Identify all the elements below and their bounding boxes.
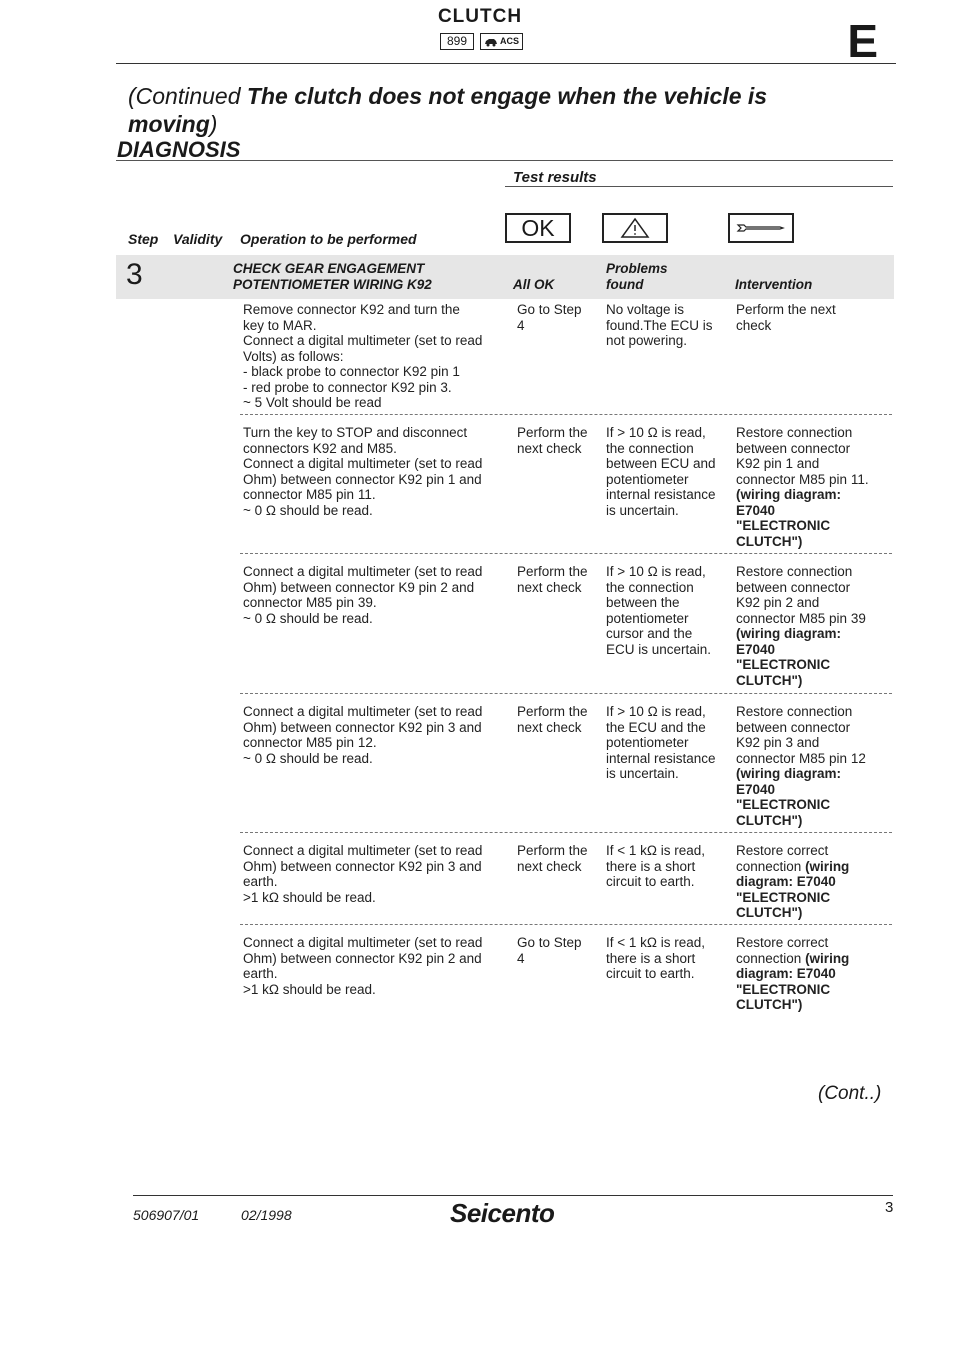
header-badges [440, 33, 523, 50]
operation-cell [243, 564, 513, 626]
cell-line: ECU is uncertain. [606, 641, 712, 657]
all-ok-cell [517, 704, 607, 735]
footer-page-number: 3 [885, 1199, 894, 1216]
cell-line: Connect a digital multimeter (set to read [243, 843, 483, 858]
cell-line: Restore correct [736, 935, 829, 950]
operation-cell [243, 704, 513, 766]
continued-label: (Cont..) [818, 1083, 882, 1104]
intervention-cell [736, 935, 896, 1013]
cell-line: CLUTCH") [736, 672, 803, 688]
cell-line: If > 10 Ω is read, [606, 564, 706, 579]
cell-line: Go to Step [517, 935, 582, 950]
cell-line: between ECU and [606, 456, 716, 471]
all-ok-header: All OK [513, 277, 555, 292]
warning-icon [602, 213, 668, 243]
section-subtitle [128, 82, 828, 138]
cell-line: between the [606, 595, 680, 610]
cell-line: Remove connector K92 and turn the [243, 302, 460, 317]
cell-line: >1 kΩ should be read. [243, 889, 376, 905]
cell-line: (wiring diagram: [736, 487, 842, 502]
all-ok-cell [517, 935, 607, 966]
subtitle-emphasis: The clutch does not engage when the vehicle is moving [128, 83, 768, 137]
cell-line: the connection [606, 579, 694, 595]
cell-line: connectors K92 and M85. [243, 440, 397, 456]
all-ok-cell [517, 425, 607, 456]
step-title-line2: POTENTIOMETER WIRING K92 [233, 277, 432, 292]
all-ok-cell [517, 843, 607, 874]
cell-line: CLUTCH") [736, 997, 803, 1012]
car-icon [484, 37, 498, 47]
cell-text: connection [736, 858, 806, 874]
intervention-cell [736, 843, 896, 921]
cell-line: Perform the next [736, 302, 836, 317]
wrench-icon [728, 213, 794, 243]
cell-line: 4 [517, 950, 525, 966]
intervention-cell [736, 302, 896, 333]
cell-line: connector M85 pin 39. [243, 595, 377, 610]
cell-line: Perform the [517, 564, 588, 579]
cell-line: No voltage is [606, 302, 685, 317]
page-code-badge: 899 [440, 33, 474, 50]
problems-header-line1: Problems [606, 261, 668, 276]
footer-doc-code: 506907/01 [133, 1207, 200, 1223]
cell-text: connection [736, 950, 806, 966]
cell-line: Connect a digital multimeter (set to read [243, 564, 483, 579]
cell-line: 4 [517, 317, 525, 333]
cell-line: CLUTCH") [736, 533, 803, 549]
diagnosis-heading: DIAGNOSIS [117, 137, 241, 162]
cell-line: connector M85 pin 39 [736, 610, 866, 626]
cell-line: "ELECTRONIC [736, 797, 831, 812]
cell-line: earth. [243, 966, 278, 981]
cell-line: Perform the [517, 843, 588, 858]
problems-cell [606, 564, 736, 657]
intervention-cell [736, 704, 896, 828]
cell-line: (wiring diagram: [736, 626, 842, 641]
row-separator [240, 553, 892, 554]
step-title [233, 261, 432, 293]
cell-line: E7040 [736, 502, 776, 518]
cell-line: K92 pin 2 and [736, 595, 820, 610]
all-ok-cell [517, 302, 607, 333]
ok-symbol: OK [505, 213, 571, 243]
cell-line: Perform the [517, 425, 588, 440]
operation-cell [243, 843, 513, 905]
cell-line: (wiring diagram: [736, 766, 842, 781]
cell-line [736, 859, 896, 875]
cell-line: If > 10 Ω is read, [606, 425, 706, 440]
cell-line: K92 pin 1 and [736, 456, 820, 471]
step-number: 3 [126, 258, 143, 291]
cell-line: Volts) as follows: [243, 348, 344, 364]
section-letter: E [847, 15, 878, 67]
cell-line: internal resistance [606, 487, 716, 502]
test-results-label: Test results [513, 169, 597, 186]
acs-badge [480, 33, 523, 50]
cell-line: check [736, 317, 772, 333]
cell-line: between connector [736, 579, 851, 595]
row-separator [240, 832, 892, 833]
cell-line: there is a short [606, 950, 696, 966]
cell-text-bold: (wiring [805, 950, 850, 966]
cell-line: K92 pin 3 and [736, 735, 820, 750]
cell-line: diagram: E7040 [736, 874, 836, 889]
acs-label: ACS [500, 36, 520, 46]
row-separator [240, 924, 892, 925]
cell-line: Connect a digital multimeter (set to read [243, 456, 483, 471]
cell-line: is uncertain. [606, 766, 679, 781]
cell-line: next check [517, 440, 582, 456]
cell-line: - black probe to connector K92 pin 1 [243, 364, 460, 379]
problems-cell [606, 425, 736, 518]
cell-line: CLUTCH") [736, 905, 803, 920]
cell-line: Connect a digital multimeter (set to read [243, 935, 483, 950]
cell-line: ~ 5 Volt should be read [243, 395, 382, 410]
footer-brand: Seicento [450, 1198, 555, 1228]
cell-line: Ohm) between connector K92 pin 1 and [243, 471, 482, 487]
row-separator [240, 414, 892, 415]
cell-line: potentiometer [606, 735, 689, 750]
cell-line: not powering. [606, 333, 688, 348]
cell-line: If < 1 kΩ is read, [606, 843, 706, 858]
cell-line: cursor and the [606, 626, 693, 641]
cell-line: - red probe to connector K92 pin 3. [243, 379, 452, 395]
cell-line: circuit to earth. [606, 966, 695, 981]
cell-line: "ELECTRONIC [736, 518, 831, 533]
cell-line: Restore connection [736, 425, 853, 440]
cell-line: E7040 [736, 781, 776, 797]
cell-line: Connect a digital multimeter (set to read [243, 333, 483, 348]
cell-line: Go to Step [517, 302, 582, 317]
subtitle-suffix: ) [209, 111, 218, 137]
cell-line: ~ 0 Ω should be read. [243, 610, 373, 626]
cell-line: the connection [606, 440, 694, 456]
cell-line: next check [517, 719, 582, 735]
cell-line: Restore correct [736, 843, 829, 858]
row-separator [240, 693, 892, 694]
cell-line: circuit to earth. [606, 874, 695, 889]
cell-line: ~ 0 Ω should be read. [243, 502, 373, 518]
cell-line: Turn the key to STOP and disconnect [243, 425, 468, 440]
cell-text-bold: (wiring [805, 858, 850, 874]
column-step: Step [128, 231, 159, 247]
step-title-line1: CHECK GEAR ENGAGEMENT [233, 261, 425, 276]
footer-rule [133, 1195, 893, 1196]
cell-line: between connector [736, 719, 851, 735]
footer-date: 02/1998 [241, 1207, 292, 1223]
column-validity: Validity [173, 231, 223, 247]
problems-header [606, 261, 668, 293]
cell-line: next check [517, 579, 582, 595]
diagnosis-rule [116, 160, 893, 161]
cell-line: connector M85 pin 12 [736, 750, 866, 766]
cell-line: between connector [736, 440, 851, 456]
operation-cell [243, 302, 513, 411]
cell-line: Restore connection [736, 704, 853, 719]
cell-line: earth. [243, 874, 278, 889]
header-rule [116, 63, 896, 64]
cell-line: E7040 [736, 641, 776, 657]
page-title: CLUTCH [437, 6, 523, 27]
cell-line: CLUTCH") [736, 812, 803, 828]
cell-line: >1 kΩ should be read. [243, 981, 376, 997]
cell-line: there is a short [606, 858, 696, 874]
cell-line: is uncertain. [606, 502, 679, 518]
cell-line: key to MAR. [243, 317, 317, 333]
test-results-rule [505, 186, 893, 187]
problems-cell [606, 302, 736, 349]
intervention-cell [736, 425, 896, 549]
column-operation: Operation to be performed [240, 231, 417, 247]
cell-line: internal resistance [606, 750, 716, 766]
operation-cell [243, 425, 513, 518]
cell-line: If > 10 Ω is read, [606, 704, 706, 719]
intervention-header: Intervention [735, 277, 813, 292]
problems-cell [606, 704, 736, 782]
problems-header-line2: found [606, 277, 644, 292]
cell-line: ~ 0 Ω should be read. [243, 750, 373, 766]
all-ok-cell [517, 564, 607, 595]
cell-line: connector M85 pin 11. [736, 471, 869, 487]
cell-line: diagram: E7040 [736, 966, 836, 981]
cell-line: Connect a digital multimeter (set to read [243, 704, 483, 719]
cell-line: potentiometer [606, 610, 689, 626]
problems-cell [606, 843, 736, 890]
cell-line: Perform the [517, 704, 588, 719]
cell-line: potentiometer [606, 471, 689, 487]
cell-line: "ELECTRONIC [736, 889, 831, 905]
cell-line: connector M85 pin 12. [243, 735, 377, 750]
cell-line: Ohm) between connector K92 pin 3 and [243, 719, 482, 735]
cell-line: Ohm) between connector K9 pin 2 and [243, 579, 475, 595]
cell-line: next check [517, 858, 582, 874]
cell-line: If < 1 kΩ is read, [606, 935, 706, 950]
subtitle-prefix: (Continued [128, 83, 247, 109]
cell-line: Ohm) between connector K92 pin 3 and [243, 858, 482, 874]
cell-line: connector M85 pin 11. [243, 487, 376, 502]
cell-line: found.The ECU is [606, 317, 713, 333]
cell-line [736, 951, 896, 967]
cell-line: the ECU and the [606, 719, 706, 735]
cell-line: "ELECTRONIC [736, 981, 831, 997]
intervention-cell [736, 564, 896, 688]
problems-cell [606, 935, 736, 982]
cell-line: "ELECTRONIC [736, 657, 831, 672]
operation-cell [243, 935, 513, 997]
cell-line: Ohm) between connector K92 pin 2 and [243, 950, 482, 966]
cell-line: Restore connection [736, 564, 853, 579]
